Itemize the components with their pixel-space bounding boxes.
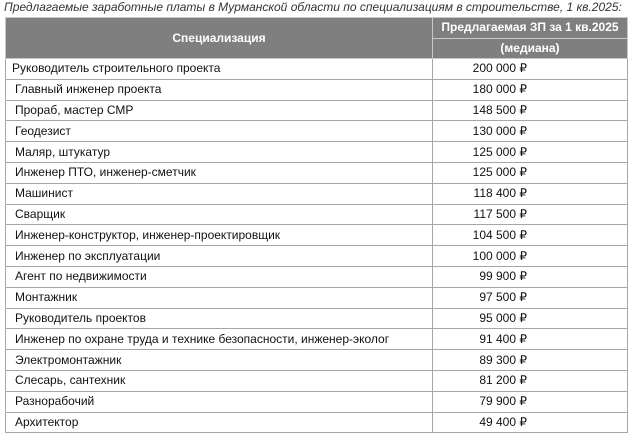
header-row xyxy=(6,18,628,39)
specialization-cell: Разнорабочий xyxy=(6,391,433,412)
table-row xyxy=(6,391,628,412)
salary-cell: 148 500 ₽ xyxy=(433,100,628,121)
salary-cell: 180 000 ₽ xyxy=(433,79,628,100)
table-row xyxy=(6,308,628,329)
specialization-cell: Прораб, мастер СМР xyxy=(6,100,433,121)
table-row xyxy=(6,121,628,142)
table-row xyxy=(6,266,628,287)
specialization-cell: Главный инженер проекта xyxy=(6,79,433,100)
salary-table xyxy=(5,17,628,433)
table-row xyxy=(6,59,628,80)
table-row xyxy=(6,329,628,350)
table-row xyxy=(6,246,628,267)
header-specialization: Специализация xyxy=(6,18,433,59)
table-row xyxy=(6,204,628,225)
specialization-cell: Инженер по эксплуатации xyxy=(6,246,433,267)
table-row xyxy=(6,287,628,308)
salary-cell: 91 400 ₽ xyxy=(433,329,628,350)
table-row xyxy=(6,412,628,433)
specialization-cell: Машинист xyxy=(6,183,433,204)
salary-cell: 79 900 ₽ xyxy=(433,391,628,412)
specialization-cell: Электромонтажник xyxy=(6,350,433,371)
specialization-cell: Монтажник xyxy=(6,287,433,308)
salary-cell: 118 400 ₽ xyxy=(433,183,628,204)
table-row xyxy=(6,225,628,246)
salary-cell: 99 900 ₽ xyxy=(433,266,628,287)
header-salary-subtitle: (медиана) xyxy=(433,38,628,59)
table-row xyxy=(6,162,628,183)
salary-cell: 89 300 ₽ xyxy=(433,350,628,371)
table-caption: Предлагаемые заработные платы в Мурманской области по специализациям в строительстве, 1 кв.2025: xyxy=(4,0,622,14)
salary-cell: 49 400 ₽ xyxy=(433,412,628,433)
salary-cell: 97 500 ₽ xyxy=(433,287,628,308)
table-row xyxy=(6,370,628,391)
specialization-cell: Архитектор xyxy=(6,412,433,433)
specialization-cell: Геодезист xyxy=(6,121,433,142)
salary-cell: 117 500 ₽ xyxy=(433,204,628,225)
specialization-cell: Слесарь, сантехник xyxy=(6,370,433,391)
table-row xyxy=(6,100,628,121)
table-header xyxy=(6,18,628,59)
specialization-cell: Маляр, штукатур xyxy=(6,142,433,163)
specialization-cell: Инженер по охране труда и технике безопасности, инженер-эколог xyxy=(6,329,433,350)
specialization-cell: Руководитель строительного проекта xyxy=(6,59,433,80)
table-row xyxy=(6,79,628,100)
salary-cell: 125 000 ₽ xyxy=(433,142,628,163)
salary-cell: 100 000 ₽ xyxy=(433,246,628,267)
header-salary-title: Предлагаемая ЗП за 1 кв.2025 xyxy=(433,18,628,39)
table-row xyxy=(6,142,628,163)
salary-cell: 130 000 ₽ xyxy=(433,121,628,142)
salary-cell: 200 000 ₽ xyxy=(433,59,628,80)
salary-cell: 104 500 ₽ xyxy=(433,225,628,246)
specialization-cell: Руководитель проектов xyxy=(6,308,433,329)
specialization-cell: Сварщик xyxy=(6,204,433,225)
table-row xyxy=(6,350,628,371)
specialization-cell: Инженер ПТО, инженер-сметчик xyxy=(6,162,433,183)
salary-cell: 95 000 ₽ xyxy=(433,308,628,329)
salary-cell: 125 000 ₽ xyxy=(433,162,628,183)
table-body xyxy=(6,59,628,433)
salary-cell: 81 200 ₽ xyxy=(433,370,628,391)
table-row xyxy=(6,183,628,204)
specialization-cell: Инженер-конструктор, инженер-проектировщик xyxy=(6,225,433,246)
specialization-cell: Агент по недвижимости xyxy=(6,266,433,287)
